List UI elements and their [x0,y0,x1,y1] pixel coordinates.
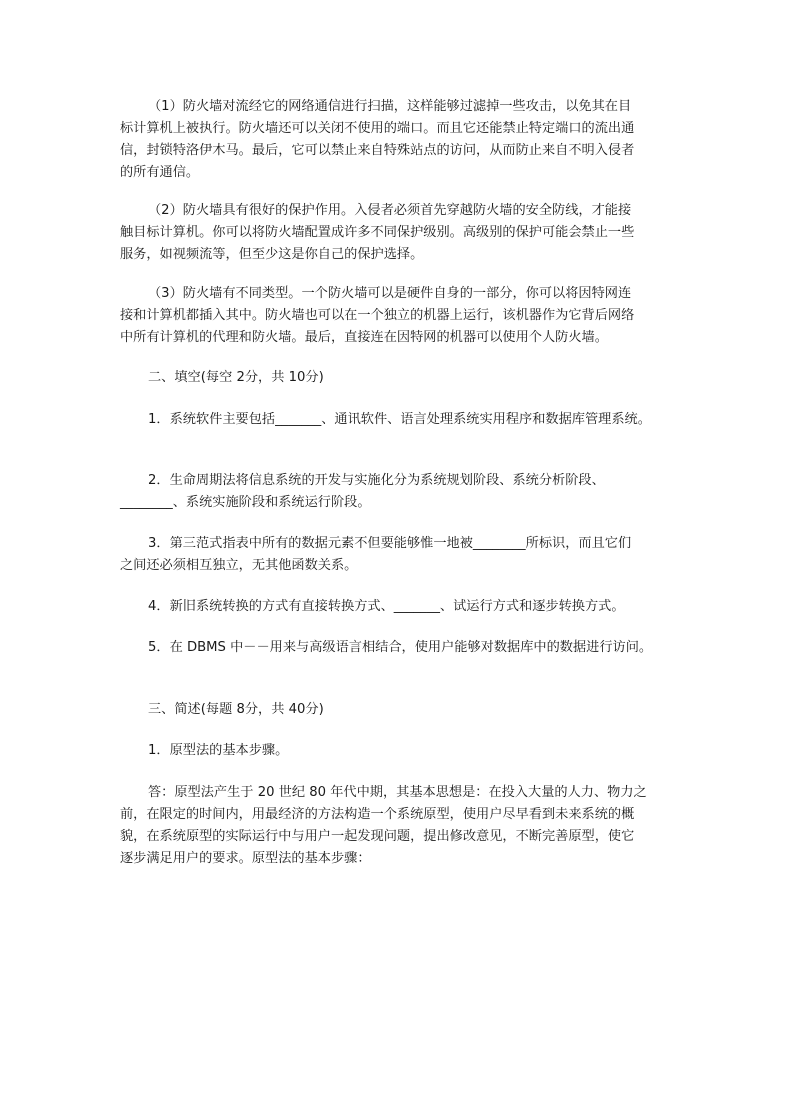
section-title: 二、填空(每空 2分，共 10分) [148,370,324,385]
question-fill-1 [120,409,680,431]
question-fill-3 [120,533,680,577]
question-fill-2 [120,470,680,514]
question-text: 1．系统软件主要包括_______、通讯软件、语言处理系统实用程序和数据库管理系统。 [148,412,651,427]
section-heading-fill-in [120,367,680,389]
text-line: 信，封锁特洛伊木马。最后，它可以禁止来自特殊站点的访问，从而防止来自不明入侵者 [120,143,635,158]
text-line: 标计算机上被执行。防火墙还可以关闭不使用的端口。而且它还能禁止特定端口的流出通 [120,121,635,136]
answer-text: 逐步满足用户的要求。原型法的基本步骤： [120,851,371,866]
paragraph-firewall-types [120,283,680,349]
question-text: 2．生命周期法将信息系统的开发与实施化分为系统规划阶段、系统分析阶段、 [148,473,605,488]
text-line: （3）防火墙有不同类型。一个防火墙可以是硬件自身的一部分，你可以将因特网连 [148,286,632,301]
paragraph-firewall-protection [120,200,680,266]
text-line: （1）防火墙对流经它的网络通信进行扫描，这样能够过滤掉一些攻击，以免其在目 [148,99,632,114]
answer-text: 答：原型法产生于 20 世纪 80 年代中期，其基本思想是：在投入大量的人力、物力之 [148,785,647,800]
answer-prototype-method [120,782,680,870]
question-text: 5．在 DBMS 中－－用来与高级语言相结合，使用户能够对数据库中的数据进行访问。 [148,640,653,655]
text-line: 接和计算机都插入其中。防火墙也可以在一个独立的机器上运行，该机器作为它背后网络 [120,308,635,323]
text-line: （2）防火墙具有很好的保护作用。入侵者必须首先穿越防火墙的安全防线，才能接 [148,203,632,218]
question-fill-5 [120,637,680,659]
text-line: 中所有计算机的代理和防火墙。最后，直接连在因特网的机器可以使用个人防火墙。 [120,330,608,345]
answer-text: 前，在限定的时间内，用最经济的方法构造一个系统原型，使用户尽早看到未来系统的概 [120,807,635,822]
section-heading-short-answer [120,699,680,721]
text-line: 服务，如视频流等，但至少这是你自己的保护选择。 [120,247,424,262]
question-short-1 [120,740,680,762]
question-text: 3．第三范式指表中所有的数据元素不但要能够惟一地被________所标识，而且它们 [148,536,632,551]
question-fill-4 [120,596,680,618]
question-text: 之间还必须相互独立，无其他函数关系。 [120,558,358,573]
text-line: 的所有通信。 [120,165,200,180]
question-text: 1．原型法的基本步骤。 [148,743,289,758]
answer-text: 貌，在系统原型的实际运行中与用户一起发现问题，提出修改意见，不断完善原型，使它 [120,829,635,844]
section-title: 三、简述(每题 8分，共 40分) [148,702,324,717]
question-text: 4．新旧系统转换的方式有直接转换方式、_______、试运行方式和逐步转换方式。 [148,599,625,614]
text-line: 触目标计算机。你可以将防火墙配置成许多不同保护级别。高级别的保护可能会禁止一些 [120,225,635,240]
question-text: ________、系统实施阶段和系统运行阶段。 [120,495,371,510]
paragraph-firewall-scanning [120,96,680,184]
